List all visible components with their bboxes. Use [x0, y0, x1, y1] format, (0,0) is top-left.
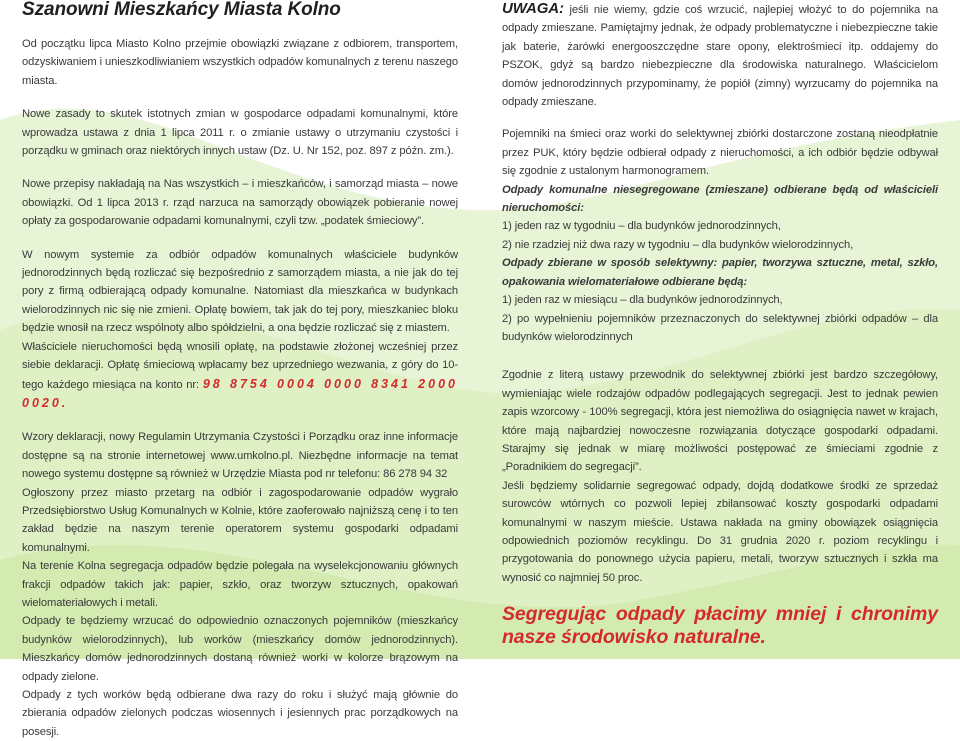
guide-paragraph: Zgodnie z literą ustawy przewodnik do selektywnej zbiórki jest bardzo szczegółowy, wymieniając wiele rodzajów odpadów podlegających segregacji. Jest to jednak pewien zapis wzorcowy - 100% segregacji, która jest niemożliwa do osiągnięcia nawet w krajach, które mają najbardziej nowoczesne rozwiązania dotyczące gospodarki odpadami. Starajmy się jednak w miarę możliwości postępować ze śmieciami zgodnie z „Poradnikiem do segregacji”. — [502, 369, 938, 474]
bank-account-number: 98 8754 0004 0000 8341 2000 0020. — [22, 376, 458, 410]
right-column — [502, 0, 938, 649]
selective-waste-item-2: 2) po wypełnieniu pojemników przeznaczonych do selektywnej zbiórki odpadów – dla budynków wielorodzinnych — [502, 312, 938, 343]
green-bags-paragraph: Odpady z tych worków będą odbierane dwa razy do roku i służyć mają głównie do zbierania odpadów zielonych podczas wiosennych i jesiennych prac porządkowych na posesji. — [22, 689, 458, 738]
tender-paragraph: Ogłoszony przez miasto przetarg na odbiór i zagospodarowanie odpadów wygrało Przedsiębiorstwo Usług Komunalnych w Kolnie, które zaoferowało najniższą cenę i to ten zakład będzie na naszym terenie operatorem systemu gospodarki odpadami komunalnymi. — [22, 486, 458, 554]
declarations-paragraph: Wzory deklaracji, nowy Regulamin Utrzymania Czystości i Porządku oraz inne informacje dostępne są na stronie internetowej www.umkolno.pl. Niezbędne informacje na temat nowego systemu dostępne są również w Urzędzie Miasta pod nr telefonu: 86 278 94 32 — [22, 431, 458, 481]
new-system-paragraph: W nowym systemie za odbiór odpadów komunalnych właściciele budynków jednorodzinnych będą rozliczać się bezpośrednio z samorządem miasta, a nie jak do tej pory z firmą odbierającą odpady komunalne. Natomiast dla mieszkańca w budynkach wielorodzinnych nic się nie zmieni. Opłatę bowiem, tak jak do tej pory, mieszkaniec bloku będzie wnosił na rzecz wspólnoty albo spółdzielni, a ona będzie rozliczać się z miastem. — [22, 248, 458, 335]
uwaga-paragraph — [502, 0, 938, 111]
mixed-waste-heading: Odpady komunalne niesegregowane (zmieszane) odbierane będą od właścicieli nieruchomości: — [502, 183, 938, 215]
segregation-paragraph: Na terenie Kolna segregacja odpadów będzie polegała na wyselekcjonowaniu głównych frakcji odpadów takich jak: papier, szkło, oraz tworzyw sztucznych, opakowań wielomateriałowych i metali. — [22, 560, 458, 609]
intro-paragraph: Od początku lipca Miasto Kolno przejmie obowiązki związane z odbiorem, transportem, odzyskiwaniem i unieszkodliwianiem wszystkich odpadów komunalnych z terenu naszego miasta. — [22, 38, 458, 87]
left-column — [22, 0, 458, 741]
containers-paragraph: Odpady te będziemy wrzucać do odpowiednio oznaczonych pojemników (mieszkańcy budynków wielorodzinnych), lub worków (mieszkańcy domów jednorodzinnych). Mieszkańcy domów jednorodzinnych dostaną również worki w kolorze brązowym na odpady zielone. — [22, 615, 458, 683]
payment-text: Właściciele nieruchomości będą wnosili opłatę, na podstawie złożonej wcześniej przez siebie deklaracji. Opłatę śmieciową wpłacamy bez uprzedniego wezwania, z góry do 10-tego każdego miesiąca na konto nr: — [22, 340, 458, 391]
law-paragraph: Nowe zasady to skutek istotnych zmian w gospodarce odpadami komunalnymi, które wprowadza ustawa z dnia 1 lipca 2011 r. o zmianie ustawy o utrzymaniu czystości i porządku w gminach oraz niektórych innych ustaw (Dz. U. Nr 152, poz. 897 z późn. zm.). — [22, 108, 458, 158]
uwaga-text: jeśli nie wiemy, gdzie coś wrzucić, najlepiej włożyć to do pojemnika na odpady zmieszane. Pamiętajmy jednak, że odpady problematyczne i niebezpieczne takie jak baterie, żarówki energooszczędne stare opony, elektrośmieci itp. oddajemy do PSZOK, gdyż są bardzo niebezpieczne dla środowiska naturalnego. Właścicielom domów jednorodzinnych przypominamy, że popiół (zimny) wyrzucamy do pojemnika na odpady zmieszane. — [502, 4, 938, 109]
containers-delivery-paragraph: Pojemniki na śmieci oraz worki do selektywnej zbiórki dostarczone zostaną nieodpłatnie przez PUK, który będzie odbierał odpady z nieruchomości, a ich odbiór będzie odbywał się zgodnie z ustalonym harmonogramem. — [502, 128, 938, 178]
selective-waste-item-1: 1) jeden raz w miesiącu – dla budynków jednorodzinnych, — [502, 294, 783, 307]
mixed-waste-item-2: 2) nie rzadziej niż dwa razy w tygodniu – dla budynków wielorodzinnych, — [502, 238, 854, 251]
mixed-waste-item-1: 1) jeden raz w tygodniu – dla budynków jednorodzinnych, — [502, 220, 781, 233]
selective-waste-heading: Odpady zbierane w sposób selektywny: papier, tworzywa sztuczne, metal, szkło, opakowania wielomateriałowe odbierane będą: — [502, 257, 938, 288]
page-title: Szanowni Mieszkańcy Miasta Kolno — [22, 0, 341, 20]
payment-paragraph — [22, 338, 458, 414]
obligations-paragraph: Nowe przepisy nakładają na Nas wszystkich – i mieszkańców, i samorząd miasta – nowe obowiązki. Od 1 lipca 2013 r. rząd narzuca na samorządy obowiązek pobieranie nowej opłaty za gospodarowanie odpadami komunalnymi, czyli tzw. „podatek śmieciowy”. — [22, 178, 458, 228]
recycling-paragraph: Jeśli będziemy solidarnie segregować odpady, dojdą dodatkowe środki ze sprzedaż surowców wtórnych co pozwoli lepiej zbilansować koszty gospodarki odpadami komunalnymi w naszym mieście. Ustawa nakłada na gminy obowiązek osiągnięcia odpowiednich poziomów recyklingu. Do 31 grudnia 2020 r. poziom recyklingu i przygotowania do ponownego użycia papieru, metali, tworzyw sztucznych i szkła ma wynosić co najmniej 50 proc. — [502, 479, 938, 584]
closing-slogan: Segregując odpady płacimy mniej i chronimy nasze środowisko naturalne. — [502, 603, 938, 649]
uwaga-label: UWAGA: — [502, 0, 564, 17]
